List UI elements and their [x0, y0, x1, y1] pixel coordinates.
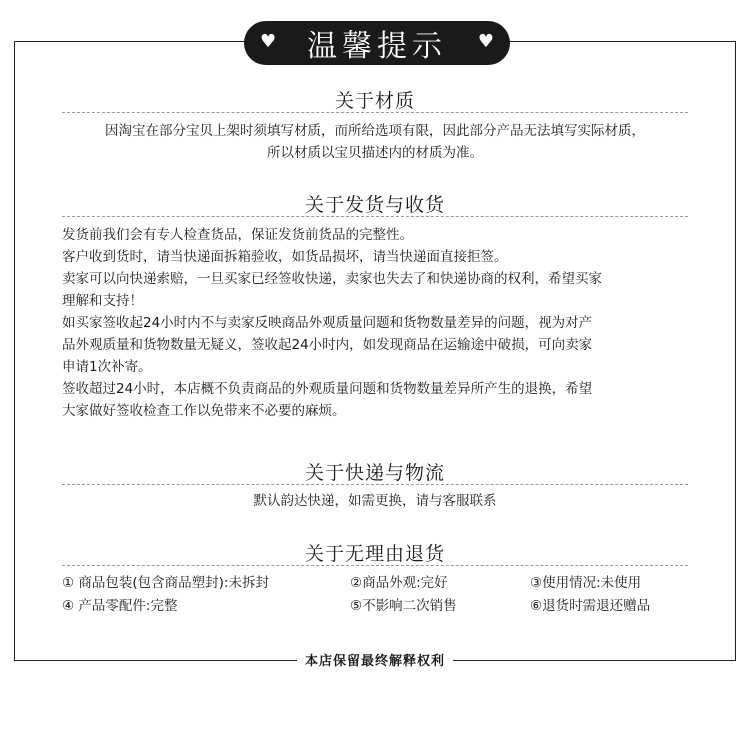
returns-item: ⑥退货时需退还赠品: [530, 598, 651, 614]
material-divider: [62, 112, 688, 113]
shipping-line: 如买家签收起24小时内不与卖家反映商品外观质量问题和货物数量差异的问题，视为对产: [62, 315, 593, 331]
courier-divider: [62, 484, 688, 485]
courier-text: 默认韵达快递，如需更换，请与客服联系: [253, 493, 497, 509]
returns-item: ③使用情况:未使用: [530, 575, 642, 591]
shipping-line: 大家做好签收检查工作以免带来不必要的麻烦。: [62, 403, 346, 419]
returns-title: 关于无理由退货: [304, 543, 445, 565]
shipping-line: 品外观质量和货物数量无疑义，签收起24小时内，如发现商品在运输途中破损，可向卖家: [62, 337, 593, 353]
notice-banner: [244, 21, 510, 65]
returns-item: ① 商品包装(包含商品塑封):未拆封: [62, 575, 269, 591]
shipping-text: [62, 224, 688, 422]
material-title: 关于材质: [334, 90, 415, 112]
returns-item: ⑤不影响二次销售: [350, 598, 457, 614]
returns-item: ④ 产品零配件:完整: [62, 598, 178, 614]
footer-text: 本店保留最终解释权利: [297, 654, 453, 669]
shipping-line: 理解和支持！: [62, 293, 143, 309]
returns-divider: [62, 565, 688, 566]
shipping-line: 申请1次补寄。: [62, 359, 152, 375]
shipping-divider: [62, 216, 688, 217]
courier-title: 关于快递与物流: [304, 462, 445, 484]
shipping-line: 签收超过24小时，本店概不负责商品的外观质量问题和货物数量差异所产生的退换，希望: [62, 381, 593, 397]
shipping-line: 卖家可以向快递索赔，一旦买家已经签收快递，卖家也失去了和快递协商的权利，希望买家: [62, 271, 602, 287]
material-text: [62, 120, 688, 164]
banner-title: 温馨提示: [307, 29, 447, 64]
material-line: 所以材质以宝贝描述内的材质为准。: [267, 145, 483, 161]
material-line: 因淘宝在部分宝贝上架时须填写材质，而所给选项有限，因此部分产品无法填写实际材质，: [105, 123, 645, 139]
shipping-line: 发货前我们会有专人检查货品，保证发货前货品的完整性。: [62, 227, 413, 243]
shipping-line: 客户收到货时，请当快递面拆箱验收，如货品损坏，请当快递面直接拒签。: [62, 249, 508, 265]
heart-icon: ♥: [260, 31, 277, 52]
returns-item: ②商品外观:完好: [350, 575, 448, 591]
shipping-title: 关于发货与收货: [304, 194, 445, 216]
footer: [0, 650, 750, 669]
heart-icon: ♥: [477, 31, 494, 52]
